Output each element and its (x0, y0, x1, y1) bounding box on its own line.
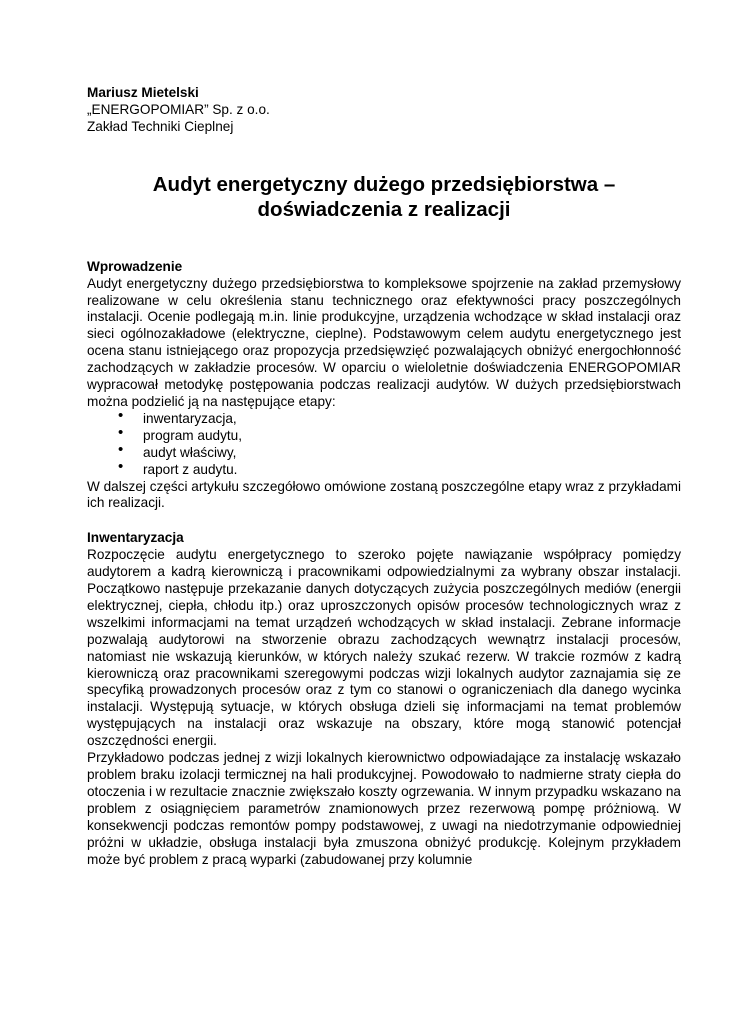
stages-list (87, 411, 681, 479)
intro-paragraph-2: W dalszej części artykułu szczegółowo omówione zostaną poszczególne etapy wraz z przykładami ich realizacji. (87, 478, 681, 511)
intro-heading: Wprowadzenie (87, 258, 183, 274)
list-item: • raport z audytu. (87, 462, 681, 479)
list-item: • inwentaryzacja, (87, 411, 681, 428)
author-name: Mariusz Mietelski (87, 85, 199, 100)
inventory-paragraph-2: Przykładowo podczas jednej z wizji lokalnych kierownictwo odpowiadające za instalację wskazało problem braku izolacji termicznej na hali produkcyjnej. Powodowało to nadmierne straty ciepła do otoczenia i w rezultacie znacznie zwiększało koszty ogrzewania. W innym przypadku wskazano na problem z osiągnięciem parametrów znamionowych przez rezerwową pompę próżniową. W konsekwencji podczas remontów pompy podstawowej, z uwagi na niedotrzymanie odpowiedniej próżni w układzie, obsługa instalacji była zmuszona obniżyć produkcję. Kolejnym przykładem może być problem z pracą wyparki (zabudowanej przy kolumnie (87, 750, 681, 867)
intro-paragraph-1: Audyt energetyczny dużego przedsiębiorstwa to kompleksowe spojrzenie na zakład przemysłowy realizowane w celu określenia stanu technicznego oraz efektywności pracy poszczególnych instalacji. Ocenie podlegają m.in. linie produkcyjne, urządzenia wchodzące w skład instalacji oraz sieci ogólnozakładowe (elektryczne, cieplne). Podstawowym celem audytu energetycznego jest ocena stanu istniejącego oraz propozycja przedsięwzięć pozwalających obniżyć energochłonność zachodzących w zakładzie procesów. W oparciu o wieloletnie doświadczenia ENERGOPOMIAR wypracował metodykę postępowania podczas realizacji audytów. W dużych przedsiębiorstwach można podzielić ją na następujące etapy: (87, 275, 681, 409)
title-line-2: doświadczenia z realizacji (257, 197, 511, 221)
inventory-section (87, 530, 681, 868)
document-title (87, 172, 681, 222)
inventory-paragraph-1: Rozpoczęcie audytu energetycznego to szeroko pojęte nawiązanie współpracy pomiędzy audytorem a kadrą kierowniczą i pracownikami odpowiedzialnymi za wybrany obszar instalacji. Początkowo następuje przekazanie danych dotyczących zużycia poszczególnych mediów (energii elektrycznej, ciepła, chłodu itp.) oraz uproszczonych opisów procesów technologicznych wraz z wszelkimi informacjami na temat urządzeń wchodzących w skład instalacji. Zebrane informacje pozwalają audytorowi na stworzenie obrazu zachodzących wewnątrz instalacji procesów, natomiast nie wskazują kierunków, w których należy szukać rezerw. W trakcie rozmów z kadrą kierowniczą oraz pracownikami szeregowymi podczas wizji lokalnych audytor zaznajamia się ze specyfiką prowadzonych procesów oraz z tym co stanowi o ograniczeniach dla danego wycinka instalacji. Występują sytuacje, w których obsługa dzieli się informacjami na temat problemów występujących na instalacji oraz wskazuje na obszary, które mogą stanowić potencjał oszczędności energii. (87, 547, 681, 749)
inventory-heading: Inwentaryzacja (87, 530, 184, 546)
list-item: • audyt właściwy, (87, 445, 681, 462)
title-line-1: Audyt energetyczny dużego przedsiębiorstwa – (152, 172, 616, 196)
author-block (87, 85, 681, 136)
document-page (87, 85, 681, 868)
list-item: • program audytu, (87, 428, 681, 445)
author-department: Zakład Techniki Cieplnej (87, 118, 234, 134)
author-company: „ENERGOPOMIAR” Sp. z o.o. (87, 101, 270, 117)
intro-section (87, 259, 681, 513)
